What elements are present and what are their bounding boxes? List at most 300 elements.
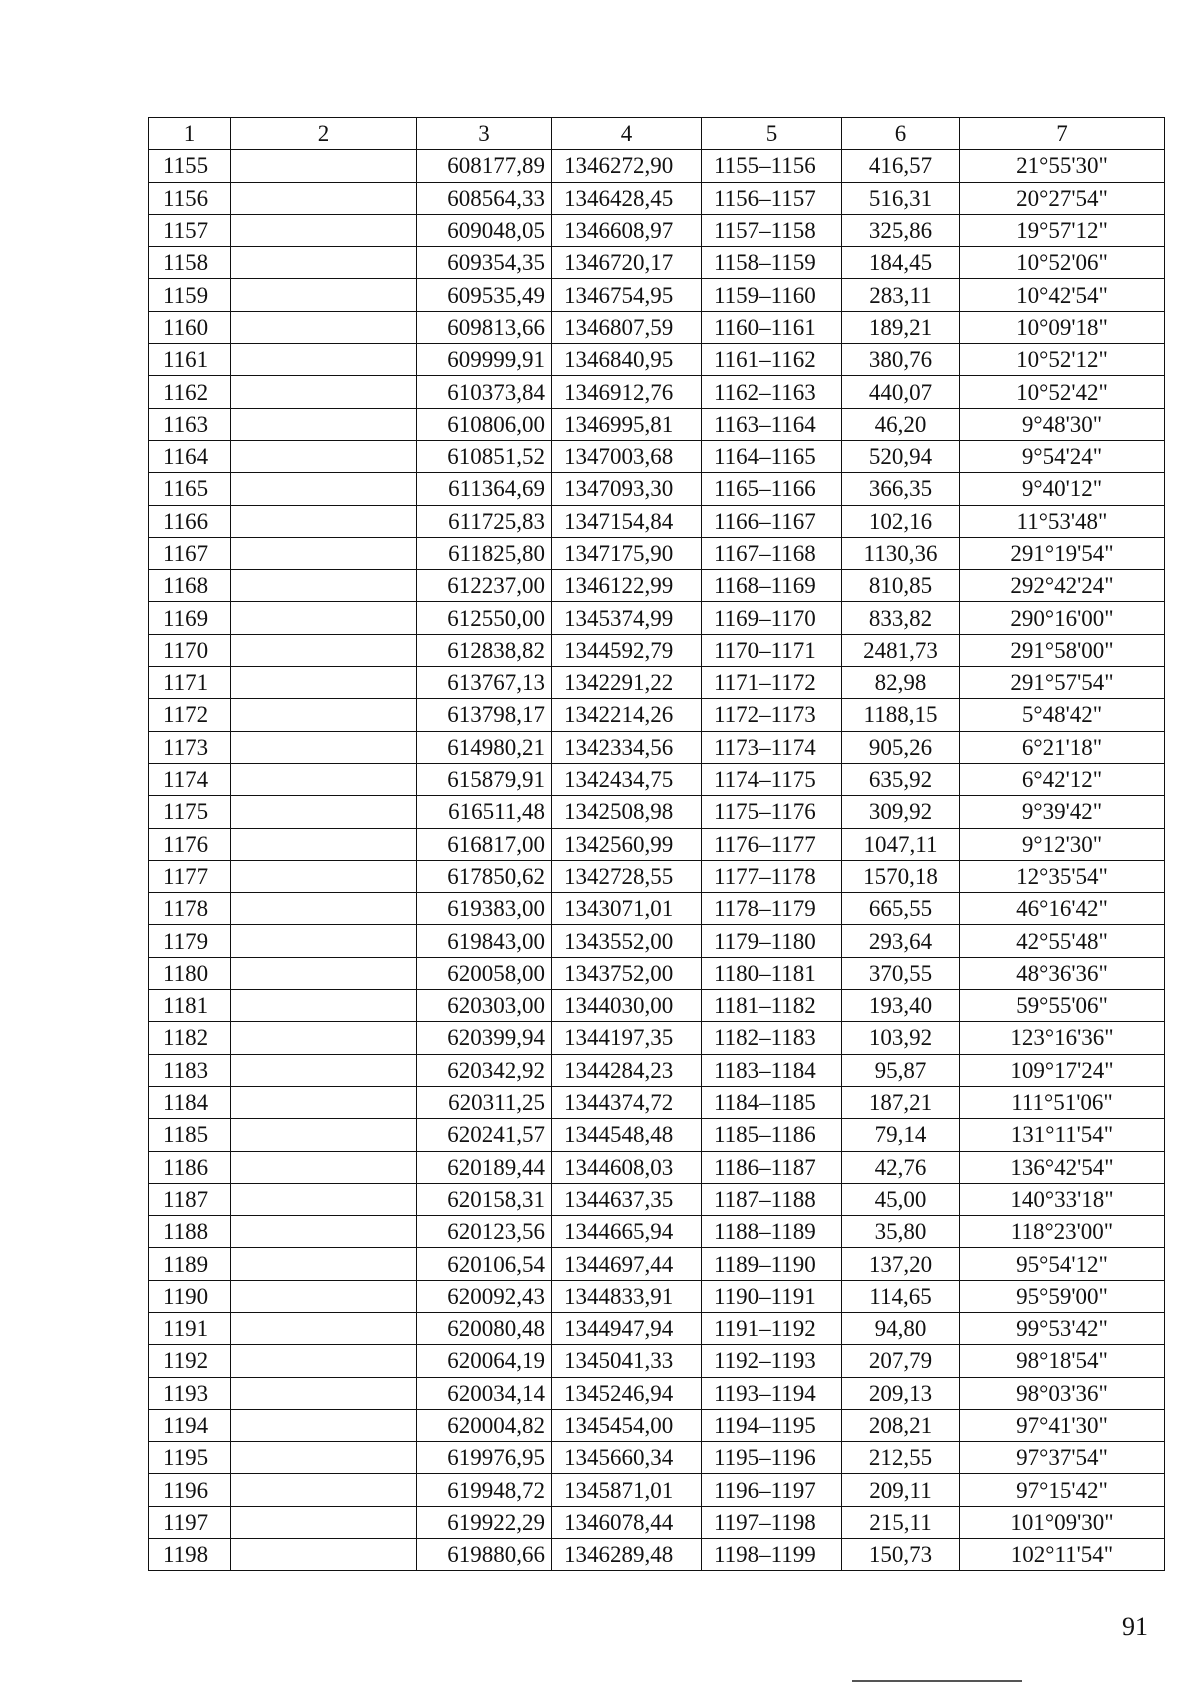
segment-cell: 1198–1199 — [702, 1539, 842, 1571]
blank-cell — [231, 1506, 417, 1538]
length-cell: 520,94 — [842, 440, 960, 472]
y-coordinate-cell: 1346078,44 — [552, 1506, 702, 1538]
y-coordinate-cell: 1342291,22 — [552, 667, 702, 699]
header-cell-3: 3 — [417, 118, 552, 150]
segment-cell: 1171–1172 — [702, 667, 842, 699]
bearing-cell: 95°59'00" — [960, 1280, 1165, 1312]
length-cell: 193,40 — [842, 990, 960, 1022]
y-coordinate-cell: 1344030,00 — [552, 990, 702, 1022]
y-coordinate-cell: 1346995,81 — [552, 408, 702, 440]
coordinates-table — [148, 117, 1165, 1571]
y-coordinate-cell: 1346608,97 — [552, 214, 702, 246]
x-coordinate-cell: 610806,00 — [417, 408, 552, 440]
point-number-cell: 1196 — [149, 1474, 231, 1506]
blank-cell — [231, 150, 417, 182]
table-row — [149, 925, 1165, 957]
x-coordinate-cell: 620342,92 — [417, 1054, 552, 1086]
bearing-cell: 10°52'12" — [960, 344, 1165, 376]
point-number-cell: 1189 — [149, 1248, 231, 1280]
length-cell: 103,92 — [842, 1022, 960, 1054]
segment-cell: 1156–1157 — [702, 182, 842, 214]
length-cell: 208,21 — [842, 1409, 960, 1441]
segment-cell: 1184–1185 — [702, 1086, 842, 1118]
y-coordinate-cell: 1344697,44 — [552, 1248, 702, 1280]
blank-cell — [231, 1474, 417, 1506]
y-coordinate-cell: 1346289,48 — [552, 1539, 702, 1571]
header-cell-1: 1 — [149, 118, 231, 150]
segment-cell: 1196–1197 — [702, 1474, 842, 1506]
table-row — [149, 150, 1165, 182]
y-coordinate-cell: 1346122,99 — [552, 570, 702, 602]
blank-cell — [231, 1151, 417, 1183]
header-cell-5: 5 — [702, 118, 842, 150]
length-cell: 833,82 — [842, 602, 960, 634]
bearing-cell: 95°54'12" — [960, 1248, 1165, 1280]
y-coordinate-cell: 1344833,91 — [552, 1280, 702, 1312]
blank-cell — [231, 602, 417, 634]
length-cell: 95,87 — [842, 1054, 960, 1086]
table-row — [149, 699, 1165, 731]
table-row — [149, 731, 1165, 763]
length-cell: 325,86 — [842, 214, 960, 246]
point-number-cell: 1197 — [149, 1506, 231, 1538]
blank-cell — [231, 925, 417, 957]
x-coordinate-cell: 619843,00 — [417, 925, 552, 957]
x-coordinate-cell: 614980,21 — [417, 731, 552, 763]
x-coordinate-cell: 620303,00 — [417, 990, 552, 1022]
length-cell: 79,14 — [842, 1119, 960, 1151]
bearing-cell: 140°33'18" — [960, 1183, 1165, 1215]
length-cell: 114,65 — [842, 1280, 960, 1312]
bearing-cell: 291°58'00" — [960, 634, 1165, 666]
blank-cell — [231, 570, 417, 602]
length-cell: 42,76 — [842, 1151, 960, 1183]
x-coordinate-cell: 620080,48 — [417, 1312, 552, 1344]
bearing-cell: 98°03'36" — [960, 1377, 1165, 1409]
y-coordinate-cell: 1346272,90 — [552, 150, 702, 182]
bearing-cell: 98°18'54" — [960, 1345, 1165, 1377]
y-coordinate-cell: 1343752,00 — [552, 957, 702, 989]
bearing-cell: 109°17'24" — [960, 1054, 1165, 1086]
blank-cell — [231, 957, 417, 989]
point-number-cell: 1174 — [149, 763, 231, 795]
point-number-cell: 1193 — [149, 1377, 231, 1409]
segment-cell: 1167–1168 — [702, 537, 842, 569]
bearing-cell: 11°53'48" — [960, 505, 1165, 537]
blank-cell — [231, 1119, 417, 1151]
header-cell-4: 4 — [552, 118, 702, 150]
bearing-cell: 136°42'54" — [960, 1151, 1165, 1183]
y-coordinate-cell: 1344284,23 — [552, 1054, 702, 1086]
bearing-cell: 291°57'54" — [960, 667, 1165, 699]
bearing-cell: 97°41'30" — [960, 1409, 1165, 1441]
table-header-row — [149, 118, 1165, 150]
x-coordinate-cell: 612237,00 — [417, 570, 552, 602]
table-row — [149, 1280, 1165, 1312]
bearing-cell: 118°23'00" — [960, 1216, 1165, 1248]
table-row — [149, 957, 1165, 989]
length-cell: 137,20 — [842, 1248, 960, 1280]
bearing-cell: 10°09'18" — [960, 311, 1165, 343]
bearing-cell: 6°42'12" — [960, 763, 1165, 795]
blank-cell — [231, 667, 417, 699]
bearing-cell: 97°37'54" — [960, 1442, 1165, 1474]
bearing-cell: 9°40'12" — [960, 473, 1165, 505]
table-row — [149, 1377, 1165, 1409]
segment-cell: 1197–1198 — [702, 1506, 842, 1538]
x-coordinate-cell: 620311,25 — [417, 1086, 552, 1118]
bearing-cell: 6°21'18" — [960, 731, 1165, 763]
bearing-cell: 46°16'42" — [960, 893, 1165, 925]
x-coordinate-cell: 610851,52 — [417, 440, 552, 472]
point-number-cell: 1171 — [149, 667, 231, 699]
table-row — [149, 279, 1165, 311]
length-cell: 905,26 — [842, 731, 960, 763]
segment-cell: 1160–1161 — [702, 311, 842, 343]
point-number-cell: 1163 — [149, 408, 231, 440]
length-cell: 1130,36 — [842, 537, 960, 569]
x-coordinate-cell: 619880,66 — [417, 1539, 552, 1571]
bearing-cell: 97°15'42" — [960, 1474, 1165, 1506]
table-row — [149, 247, 1165, 279]
length-cell: 416,57 — [842, 150, 960, 182]
point-number-cell: 1160 — [149, 311, 231, 343]
point-number-cell: 1179 — [149, 925, 231, 957]
point-number-cell: 1172 — [149, 699, 231, 731]
bearing-cell: 102°11'54" — [960, 1539, 1165, 1571]
length-cell: 1047,11 — [842, 828, 960, 860]
bearing-cell: 9°54'24" — [960, 440, 1165, 472]
point-number-cell: 1182 — [149, 1022, 231, 1054]
point-number-cell: 1168 — [149, 570, 231, 602]
header-cell-6: 6 — [842, 118, 960, 150]
x-coordinate-cell: 620399,94 — [417, 1022, 552, 1054]
y-coordinate-cell: 1346720,17 — [552, 247, 702, 279]
x-coordinate-cell: 611825,80 — [417, 537, 552, 569]
y-coordinate-cell: 1345246,94 — [552, 1377, 702, 1409]
blank-cell — [231, 376, 417, 408]
x-coordinate-cell: 613767,13 — [417, 667, 552, 699]
segment-cell: 1157–1158 — [702, 214, 842, 246]
point-number-cell: 1169 — [149, 602, 231, 634]
segment-cell: 1159–1160 — [702, 279, 842, 311]
bearing-cell: 42°55'48" — [960, 925, 1165, 957]
blank-cell — [231, 1312, 417, 1344]
bearing-cell: 59°55'06" — [960, 990, 1165, 1022]
x-coordinate-cell: 612550,00 — [417, 602, 552, 634]
segment-cell: 1166–1167 — [702, 505, 842, 537]
segment-cell: 1191–1192 — [702, 1312, 842, 1344]
y-coordinate-cell: 1345454,00 — [552, 1409, 702, 1441]
blank-cell — [231, 182, 417, 214]
table-row — [149, 602, 1165, 634]
x-coordinate-cell: 608564,33 — [417, 182, 552, 214]
table-row — [149, 214, 1165, 246]
y-coordinate-cell: 1344608,03 — [552, 1151, 702, 1183]
bearing-cell: 12°35'54" — [960, 860, 1165, 892]
segment-cell: 1190–1191 — [702, 1280, 842, 1312]
blank-cell — [231, 1216, 417, 1248]
length-cell: 309,92 — [842, 796, 960, 828]
table-row — [149, 505, 1165, 537]
bearing-cell: 10°52'42" — [960, 376, 1165, 408]
point-number-cell: 1166 — [149, 505, 231, 537]
length-cell: 1188,15 — [842, 699, 960, 731]
length-cell: 380,76 — [842, 344, 960, 376]
x-coordinate-cell: 620241,57 — [417, 1119, 552, 1151]
segment-cell: 1175–1176 — [702, 796, 842, 828]
blank-cell — [231, 1054, 417, 1086]
blank-cell — [231, 505, 417, 537]
point-number-cell: 1187 — [149, 1183, 231, 1215]
point-number-cell: 1175 — [149, 796, 231, 828]
point-number-cell: 1162 — [149, 376, 231, 408]
length-cell: 209,11 — [842, 1474, 960, 1506]
point-number-cell: 1170 — [149, 634, 231, 666]
table-row — [149, 408, 1165, 440]
y-coordinate-cell: 1344947,94 — [552, 1312, 702, 1344]
point-number-cell: 1165 — [149, 473, 231, 505]
x-coordinate-cell: 616511,48 — [417, 796, 552, 828]
segment-cell: 1183–1184 — [702, 1054, 842, 1086]
length-cell: 440,07 — [842, 376, 960, 408]
footer-rule — [852, 1680, 1022, 1682]
point-number-cell: 1191 — [149, 1312, 231, 1344]
x-coordinate-cell: 620106,54 — [417, 1248, 552, 1280]
length-cell: 187,21 — [842, 1086, 960, 1118]
point-number-cell: 1188 — [149, 1216, 231, 1248]
table-row — [149, 182, 1165, 214]
segment-cell: 1170–1171 — [702, 634, 842, 666]
table-row — [149, 667, 1165, 699]
segment-cell: 1194–1195 — [702, 1409, 842, 1441]
segment-cell: 1186–1187 — [702, 1151, 842, 1183]
table-row — [149, 634, 1165, 666]
bearing-cell: 20°27'54" — [960, 182, 1165, 214]
table-row — [149, 1216, 1165, 1248]
y-coordinate-cell: 1344665,94 — [552, 1216, 702, 1248]
point-number-cell: 1194 — [149, 1409, 231, 1441]
point-number-cell: 1178 — [149, 893, 231, 925]
x-coordinate-cell: 609354,35 — [417, 247, 552, 279]
length-cell: 516,31 — [842, 182, 960, 214]
table-row — [149, 1442, 1165, 1474]
y-coordinate-cell: 1342334,56 — [552, 731, 702, 763]
segment-cell: 1162–1163 — [702, 376, 842, 408]
segment-cell: 1180–1181 — [702, 957, 842, 989]
segment-cell: 1192–1193 — [702, 1345, 842, 1377]
bearing-cell: 292°42'24" — [960, 570, 1165, 602]
table-row — [149, 1409, 1165, 1441]
length-cell: 293,64 — [842, 925, 960, 957]
x-coordinate-cell: 609048,05 — [417, 214, 552, 246]
header-cell-2: 2 — [231, 118, 417, 150]
length-cell: 810,85 — [842, 570, 960, 602]
length-cell: 150,73 — [842, 1539, 960, 1571]
table-row — [149, 1119, 1165, 1151]
point-number-cell: 1164 — [149, 440, 231, 472]
x-coordinate-cell: 619383,00 — [417, 893, 552, 925]
length-cell: 82,98 — [842, 667, 960, 699]
blank-cell — [231, 279, 417, 311]
blank-cell — [231, 311, 417, 343]
table-row — [149, 796, 1165, 828]
length-cell: 94,80 — [842, 1312, 960, 1344]
x-coordinate-cell: 620123,56 — [417, 1216, 552, 1248]
table-row — [149, 570, 1165, 602]
table-row — [149, 1248, 1165, 1280]
segment-cell: 1168–1169 — [702, 570, 842, 602]
segment-cell: 1176–1177 — [702, 828, 842, 860]
blank-cell — [231, 731, 417, 763]
y-coordinate-cell: 1346840,95 — [552, 344, 702, 376]
segment-cell: 1185–1186 — [702, 1119, 842, 1151]
blank-cell — [231, 1377, 417, 1409]
x-coordinate-cell: 617850,62 — [417, 860, 552, 892]
y-coordinate-cell: 1342560,99 — [552, 828, 702, 860]
y-coordinate-cell: 1345041,33 — [552, 1345, 702, 1377]
segment-cell: 1188–1189 — [702, 1216, 842, 1248]
table-row — [149, 1539, 1165, 1571]
point-number-cell: 1173 — [149, 731, 231, 763]
x-coordinate-cell: 608177,89 — [417, 150, 552, 182]
table-row — [149, 376, 1165, 408]
y-coordinate-cell: 1342728,55 — [552, 860, 702, 892]
bearing-cell: 5°48'42" — [960, 699, 1165, 731]
blank-cell — [231, 247, 417, 279]
blank-cell — [231, 1248, 417, 1280]
length-cell: 1570,18 — [842, 860, 960, 892]
length-cell: 184,45 — [842, 247, 960, 279]
y-coordinate-cell: 1342508,98 — [552, 796, 702, 828]
bearing-cell: 111°51'06" — [960, 1086, 1165, 1118]
length-cell: 370,55 — [842, 957, 960, 989]
segment-cell: 1161–1162 — [702, 344, 842, 376]
x-coordinate-cell: 620189,44 — [417, 1151, 552, 1183]
point-number-cell: 1195 — [149, 1442, 231, 1474]
segment-cell: 1182–1183 — [702, 1022, 842, 1054]
bearing-cell: 131°11'54" — [960, 1119, 1165, 1151]
table-row — [149, 1474, 1165, 1506]
y-coordinate-cell: 1346912,76 — [552, 376, 702, 408]
blank-cell — [231, 408, 417, 440]
blank-cell — [231, 828, 417, 860]
table-row — [149, 1345, 1165, 1377]
x-coordinate-cell: 609813,66 — [417, 311, 552, 343]
segment-cell: 1165–1166 — [702, 473, 842, 505]
length-cell: 2481,73 — [842, 634, 960, 666]
table-body — [149, 118, 1165, 1571]
y-coordinate-cell: 1347093,30 — [552, 473, 702, 505]
bearing-cell: 10°42'54" — [960, 279, 1165, 311]
bearing-cell: 291°19'54" — [960, 537, 1165, 569]
x-coordinate-cell: 609999,91 — [417, 344, 552, 376]
x-coordinate-cell: 613798,17 — [417, 699, 552, 731]
length-cell: 665,55 — [842, 893, 960, 925]
length-cell: 283,11 — [842, 279, 960, 311]
x-coordinate-cell: 616817,00 — [417, 828, 552, 860]
table-row — [149, 1183, 1165, 1215]
y-coordinate-cell: 1347175,90 — [552, 537, 702, 569]
length-cell: 215,11 — [842, 1506, 960, 1538]
bearing-cell: 99°53'42" — [960, 1312, 1165, 1344]
bearing-cell: 21°55'30" — [960, 150, 1165, 182]
x-coordinate-cell: 620158,31 — [417, 1183, 552, 1215]
x-coordinate-cell: 620092,43 — [417, 1280, 552, 1312]
table-row — [149, 763, 1165, 795]
table-row — [149, 344, 1165, 376]
x-coordinate-cell: 620004,82 — [417, 1409, 552, 1441]
table-row — [149, 1022, 1165, 1054]
point-number-cell: 1176 — [149, 828, 231, 860]
y-coordinate-cell: 1344548,48 — [552, 1119, 702, 1151]
segment-cell: 1178–1179 — [702, 893, 842, 925]
segment-cell: 1163–1164 — [702, 408, 842, 440]
blank-cell — [231, 634, 417, 666]
table-row — [149, 1312, 1165, 1344]
table-row — [149, 473, 1165, 505]
x-coordinate-cell: 611725,83 — [417, 505, 552, 537]
blank-cell — [231, 1539, 417, 1571]
x-coordinate-cell: 612838,82 — [417, 634, 552, 666]
x-coordinate-cell: 610373,84 — [417, 376, 552, 408]
table-row — [149, 828, 1165, 860]
bearing-cell: 290°16'00" — [960, 602, 1165, 634]
table-row — [149, 440, 1165, 472]
y-coordinate-cell: 1345374,99 — [552, 602, 702, 634]
bearing-cell: 123°16'36" — [960, 1022, 1165, 1054]
point-number-cell: 1180 — [149, 957, 231, 989]
segment-cell: 1155–1156 — [702, 150, 842, 182]
length-cell: 207,79 — [842, 1345, 960, 1377]
table-row — [149, 537, 1165, 569]
bearing-cell: 19°57'12" — [960, 214, 1165, 246]
segment-cell: 1164–1165 — [702, 440, 842, 472]
y-coordinate-cell: 1342434,75 — [552, 763, 702, 795]
blank-cell — [231, 1345, 417, 1377]
length-cell: 366,35 — [842, 473, 960, 505]
blank-cell — [231, 473, 417, 505]
blank-cell — [231, 1442, 417, 1474]
segment-cell: 1177–1178 — [702, 860, 842, 892]
point-number-cell: 1198 — [149, 1539, 231, 1571]
blank-cell — [231, 1280, 417, 1312]
bearing-cell: 10°52'06" — [960, 247, 1165, 279]
page-number: 91 — [1122, 1612, 1148, 1641]
y-coordinate-cell: 1345660,34 — [552, 1442, 702, 1474]
blank-cell — [231, 699, 417, 731]
point-number-cell: 1177 — [149, 860, 231, 892]
segment-cell: 1172–1173 — [702, 699, 842, 731]
table-row — [149, 1086, 1165, 1118]
point-number-cell: 1190 — [149, 1280, 231, 1312]
point-number-cell: 1186 — [149, 1151, 231, 1183]
x-coordinate-cell: 619976,95 — [417, 1442, 552, 1474]
blank-cell — [231, 860, 417, 892]
point-number-cell: 1192 — [149, 1345, 231, 1377]
blank-cell — [231, 1409, 417, 1441]
blank-cell — [231, 1022, 417, 1054]
segment-cell: 1179–1180 — [702, 925, 842, 957]
x-coordinate-cell: 615879,91 — [417, 763, 552, 795]
blank-cell — [231, 893, 417, 925]
segment-cell: 1174–1175 — [702, 763, 842, 795]
length-cell: 212,55 — [842, 1442, 960, 1474]
x-coordinate-cell: 611364,69 — [417, 473, 552, 505]
point-number-cell: 1181 — [149, 990, 231, 1022]
point-number-cell: 1183 — [149, 1054, 231, 1086]
blank-cell — [231, 344, 417, 376]
